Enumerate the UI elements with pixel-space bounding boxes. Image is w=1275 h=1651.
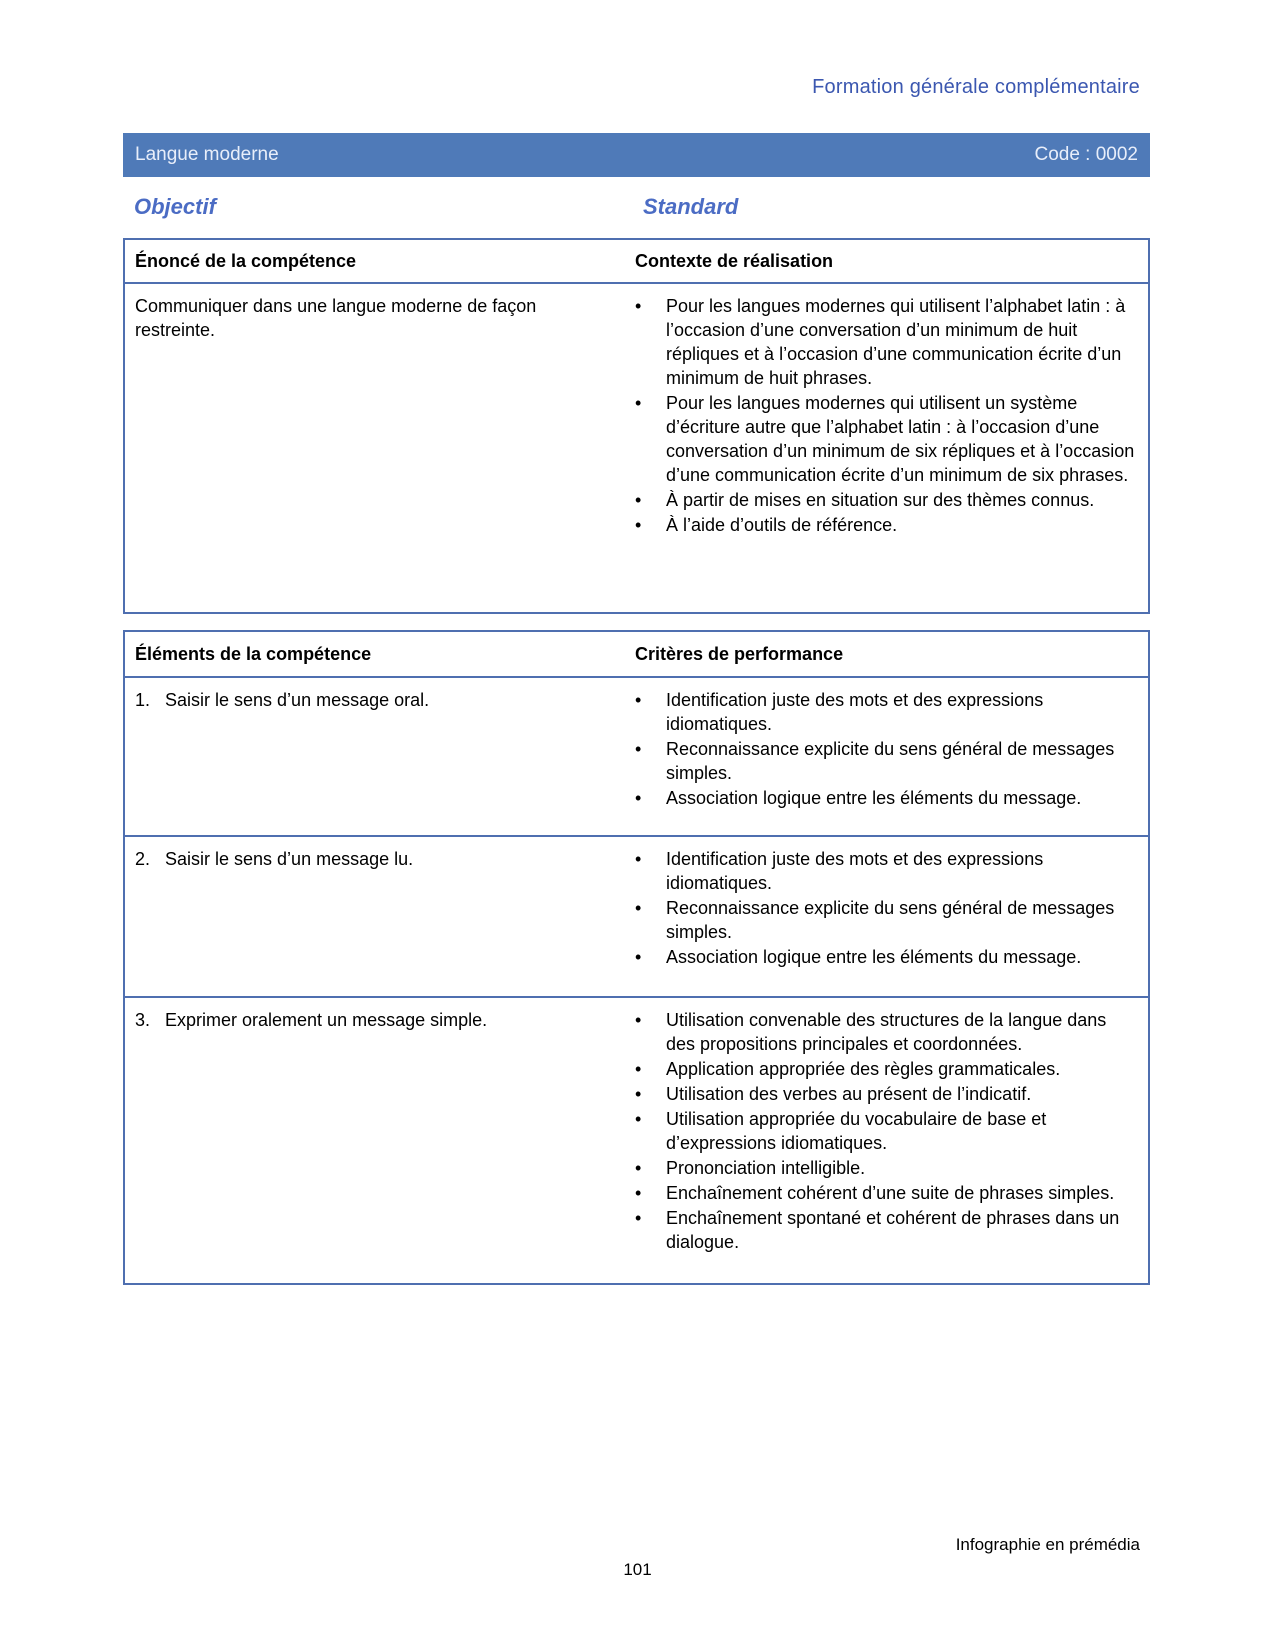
objectif-heading: Objectif [134,194,216,219]
element-number: 2. [135,849,151,869]
elements-column-label: Éléments de la compétence [135,643,372,664]
subject-name: Langue moderne [135,144,279,165]
competence-table [123,238,1150,614]
criterion-item: • Utilisation appropriée du vocabulaire de base et d’expressions idiomatiques. [635,1107,1138,1155]
criteria-list [635,688,1138,810]
element-text: Saisir le sens d’un message oral. [165,690,430,710]
context-item: • Pour les langues modernes qui utilisent l’alphabet latin : à l’occasion d’une conversation d’un minimum de huit répliques et à l’occasion d’une communication écrite d’un minimum de huit phrases. [635,294,1138,390]
criterion-item: • Utilisation convenable des structures de la langue dans des propositions principales et coordonnées. [635,1008,1138,1056]
criterion-item: • Application appropriée des règles grammaticales. [635,1057,1138,1081]
context-column-label: Contexte de réalisation [635,250,834,271]
statement-column-label: Énoncé de la compétence [135,250,357,271]
criterion-item: • Reconnaissance explicite du sens général de messages simples. [635,896,1138,944]
context-item: • À l’aide d’outils de référence. [635,513,1138,537]
context-item: • À partir de mises en situation sur des thèmes connus. [635,488,1138,512]
criteria-column-label: Critères de performance [635,643,844,664]
criterion-item: • Association logique entre les éléments du message. [635,945,1138,969]
element-row [125,837,1148,998]
elements-table-header [125,632,1148,678]
standard-heading: Standard [643,194,739,219]
running-header-title: Formation générale complémentaire [812,76,1140,98]
element-row [125,998,1148,1255]
criterion-item: • Reconnaissance explicite du sens général de messages simples. [635,737,1138,785]
subject-banner [123,133,1150,177]
criterion-item: • Association logique entre les éléments du message. [635,786,1138,810]
criterion-item: • Enchaînement cohérent d’une suite de phrases simples. [635,1181,1138,1205]
criterion-item: • Enchaînement spontané et cohérent de phrases dans un dialogue. [635,1206,1138,1254]
criterion-item: • Identification juste des mots et des expressions idiomatiques. [635,847,1138,895]
element-text: Saisir le sens d’un message lu. [165,849,414,869]
element-row [125,678,1148,837]
criterion-item: • Prononciation intelligible. [635,1156,1138,1180]
criterion-item: • Identification juste des mots et des expressions idiomatiques. [635,688,1138,736]
competence-table-header [125,240,1148,284]
competence-statement: Communiquer dans une langue moderne de façon restreinte. [135,296,537,340]
context-list [635,294,1138,537]
page-number: 101 [623,1560,652,1579]
footer-program-name: Infographie en prémédia [955,1535,1140,1554]
criteria-list [635,847,1138,969]
subject-code: Code : 0002 [1034,144,1138,165]
element-text: Exprimer oralement un message simple. [165,1010,488,1030]
element-number: 1. [135,690,151,710]
criteria-list [635,1008,1138,1254]
element-number: 3. [135,1010,151,1030]
competence-row [125,284,1148,538]
context-item: • Pour les langues modernes qui utilisent un système d’écriture autre que l’alphabet latin : à l’occasion d’une conversation d’un minimum de six répliques et à l’occasion d’une communication écrite d’un minimum de six phrases. [635,391,1138,487]
elements-table [123,630,1150,1285]
criterion-item: • Utilisation des verbes au présent de l’indicatif. [635,1082,1138,1106]
